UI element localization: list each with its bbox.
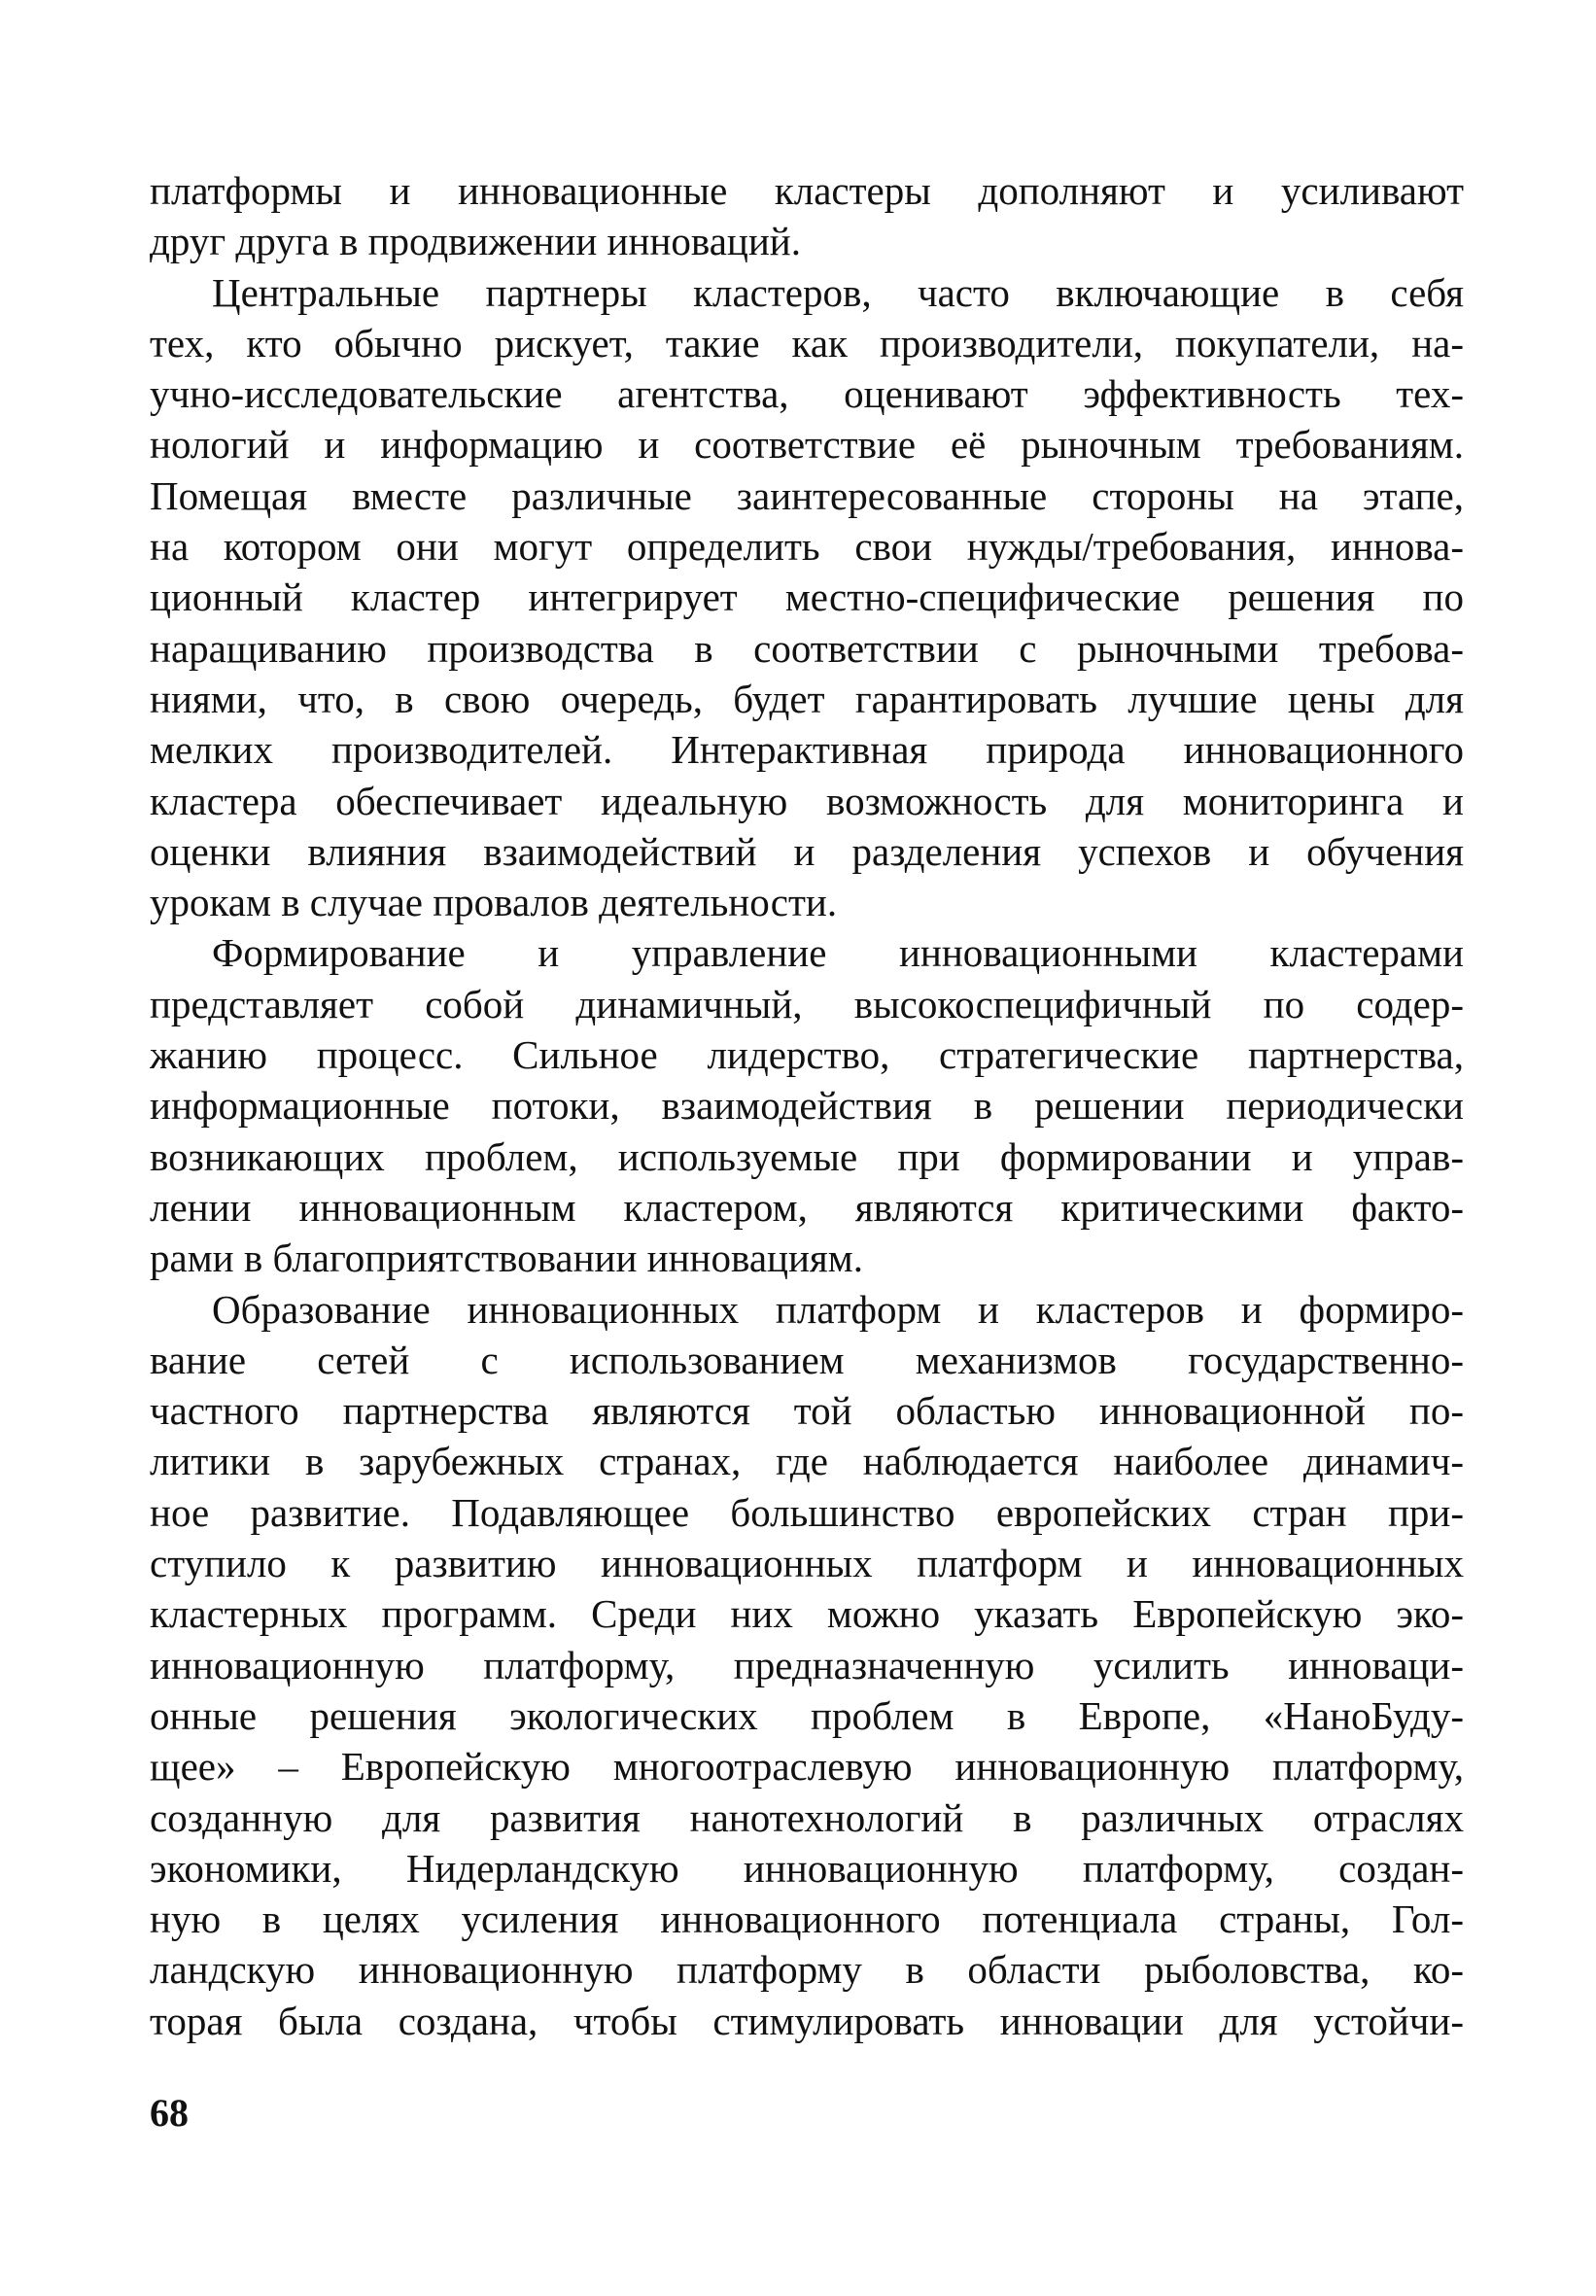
text-line: наращиванию производства в соответствии с рыночными требова-: [150, 625, 1464, 671]
text-line: жанию процесс. Сильное лидерство, стратегические партнерства,: [150, 1032, 1464, 1078]
text-line: экономики, Нидерландскую инновационную платформу, создан-: [150, 1845, 1464, 1891]
text-line: частного партнерства являются той областью инновационной по-: [150, 1388, 1464, 1434]
text-line: ционный кластер интегрирует местно-специфические решения по: [150, 574, 1464, 620]
text-line: Формирование и управление инновационными кластерами: [212, 930, 1464, 976]
text-line: Образование инновационных платформ и кластеров и формиро-: [212, 1286, 1464, 1332]
text-line: рами в благоприятствовании инновациям.: [150, 1235, 863, 1281]
text-line: онные решения экологических проблем в Европе, «НаноБуду-: [150, 1692, 1464, 1738]
paragraph-3: [150, 927, 1464, 1283]
text-line: друг друга в продвижении инноваций.: [150, 219, 801, 264]
text-line: урокам в случае провалов деятельности.: [150, 880, 838, 925]
paragraph-1: [150, 165, 1464, 267]
text-line: на котором они могут определить свои нужды/требования, иннова-: [150, 524, 1464, 570]
text-line: торая была создана, чтобы стимулировать инновации для устойчи-: [150, 1998, 1464, 2043]
text-line: кластера обеспечивает идеальную возможность для мониторинга и: [150, 778, 1464, 823]
text-line: ландскую инновационную платформу в области рыболовства, ко-: [150, 1947, 1464, 1993]
text-line: кластерных программ. Среди них можно указать Европейскую эко-: [150, 1591, 1464, 1637]
text-line: ное развитие. Подавляющее большинство европейских стран при-: [150, 1489, 1464, 1535]
text-line: Центральные партнеры кластеров, часто включающие в себя: [212, 269, 1464, 315]
text-line: мелких производителей. Интерактивная природа инновационного: [150, 727, 1464, 773]
text-line: ниями, что, в свою очередь, будет гарантировать лучшие цены для: [150, 676, 1464, 721]
paragraph-4: [150, 1284, 1464, 2046]
text-line: ступило к развитию инновационных платформ и инновационных: [150, 1541, 1464, 1586]
text-line: платформы и инновационные кластеры дополняют и усиливают: [150, 168, 1464, 213]
text-line: инновационную платформу, предназначенную усилить инноваци-: [150, 1642, 1464, 1687]
text-line: Помещая вместе различные заинтересованные стороны на этапе,: [150, 472, 1464, 518]
paragraph-2: [150, 267, 1464, 928]
body-text: [150, 165, 1464, 2046]
text-line: ную в целях усиления инновационного потенциала страны, Гол-: [150, 1896, 1464, 1942]
text-line: тех, кто обычно рискует, такие как производители, покупатели, на-: [150, 320, 1464, 365]
text-line: нологий и информацию и соответствие её рыночным требованиям.: [150, 422, 1464, 468]
text-line: информационные потоки, взаимодействия в решении периодически: [150, 1083, 1464, 1129]
text-line: представляет собой динамичный, высокоспецифичный по содер-: [150, 981, 1464, 1026]
text-line: возникающих проблем, используемые при формировании и управ-: [150, 1133, 1464, 1179]
text-line: лении инновационным кластером, являются критическими факто-: [150, 1184, 1464, 1230]
text-line: литики в зарубежных странах, где наблюдается наиболее динамич-: [150, 1439, 1464, 1484]
text-line: учно-исследовательские агентства, оценивают эффективность тех-: [150, 371, 1464, 417]
text-line: оценки влияния взаимодействий и разделения успехов и обучения: [150, 828, 1464, 874]
page-number: 68: [150, 2091, 189, 2135]
text-line: щее» – Европейскую многоотраслевую инновационную платформу,: [150, 1744, 1464, 1790]
text-line: вание сетей с использованием механизмов государственно-: [150, 1337, 1464, 1382]
text-line: созданную для развития нанотехнологий в различных отраслях: [150, 1794, 1464, 1840]
